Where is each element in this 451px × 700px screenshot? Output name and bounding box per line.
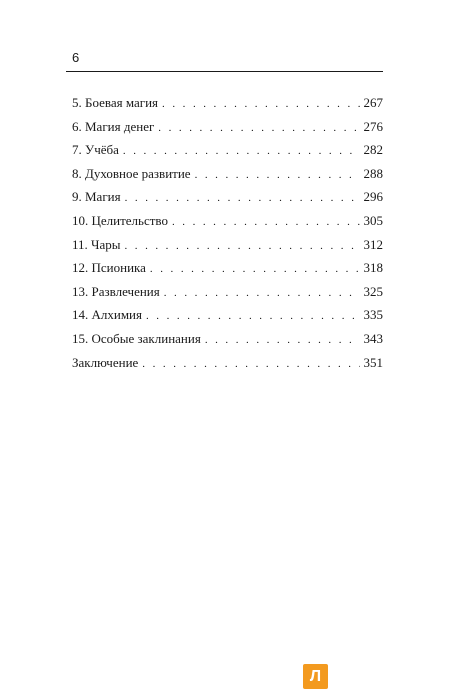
- toc-leader-dots: [162, 98, 359, 110]
- toc-entry[interactable]: [72, 166, 383, 190]
- toc-entry-page: 288: [363, 165, 383, 181]
- toc-entry-page: 335: [363, 307, 383, 323]
- toc-entry-title: 9. Магия: [72, 189, 121, 205]
- toc-entry-title: 10. Целительство: [72, 212, 168, 228]
- toc-entry[interactable]: [72, 237, 383, 261]
- toc-entry-title: 8. Духовное развитие: [72, 165, 191, 181]
- toc-leader-dots: [150, 263, 360, 275]
- toc-leader-dots: [172, 216, 360, 228]
- toc-entry-page: 296: [363, 189, 383, 205]
- toc-entry-page: 351: [363, 354, 383, 370]
- toc-entry[interactable]: [72, 213, 383, 237]
- toc-entry-page: 267: [363, 95, 383, 110]
- toc-entry-page: 282: [363, 142, 383, 158]
- toc-entry[interactable]: [72, 331, 383, 355]
- toc-entry[interactable]: [72, 260, 383, 284]
- publisher-logo-icon: [303, 664, 328, 689]
- toc-entry[interactable]: [72, 307, 383, 331]
- toc-entry-title: 14. Алхимия: [72, 307, 142, 323]
- header-rule: [66, 71, 383, 72]
- toc-entry-page: 312: [363, 236, 383, 252]
- toc-entry[interactable]: [72, 119, 383, 143]
- toc-entry-title: 11. Чары: [72, 236, 121, 252]
- toc-entry-page: 325: [363, 283, 383, 299]
- toc-entry[interactable]: [72, 284, 383, 308]
- toc-entry-page: 343: [363, 330, 383, 346]
- toc-entry-page: 318: [363, 260, 383, 276]
- toc-leader-dots: [164, 287, 360, 299]
- toc-leader-dots: [205, 334, 360, 346]
- toc-entry-title: 12. Псионика: [72, 260, 146, 276]
- toc-entry-title: 15. Особые заклинания: [72, 330, 201, 346]
- toc-entry-page: 305: [363, 212, 383, 228]
- toc-leader-dots: [195, 169, 360, 181]
- toc-entry[interactable]: [72, 142, 383, 166]
- publisher-logo-letter: Л: [309, 668, 322, 685]
- toc-entry-title: 6. Магия денег: [72, 118, 155, 134]
- toc-leader-dots: [125, 192, 360, 204]
- page-number: 6: [72, 50, 80, 65]
- toc-entry-title: 5. Боевая магия: [72, 95, 159, 110]
- toc-leader-dots: [146, 310, 360, 322]
- toc-entry[interactable]: [72, 355, 383, 379]
- toc-entry[interactable]: [72, 95, 383, 119]
- toc-leader-dots: [142, 358, 359, 370]
- toc-entry[interactable]: [72, 189, 383, 213]
- toc-leader-dots: [158, 122, 359, 134]
- toc-entry-title: 7. Учёба: [72, 142, 119, 158]
- toc-entry-title: 13. Развлечения: [72, 283, 160, 299]
- toc-leader-dots: [124, 240, 359, 252]
- table-of-contents: [72, 95, 383, 378]
- toc-entry-page: 276: [363, 118, 383, 134]
- toc-leader-dots: [123, 145, 360, 157]
- toc-entry-title: Заключение: [72, 354, 139, 370]
